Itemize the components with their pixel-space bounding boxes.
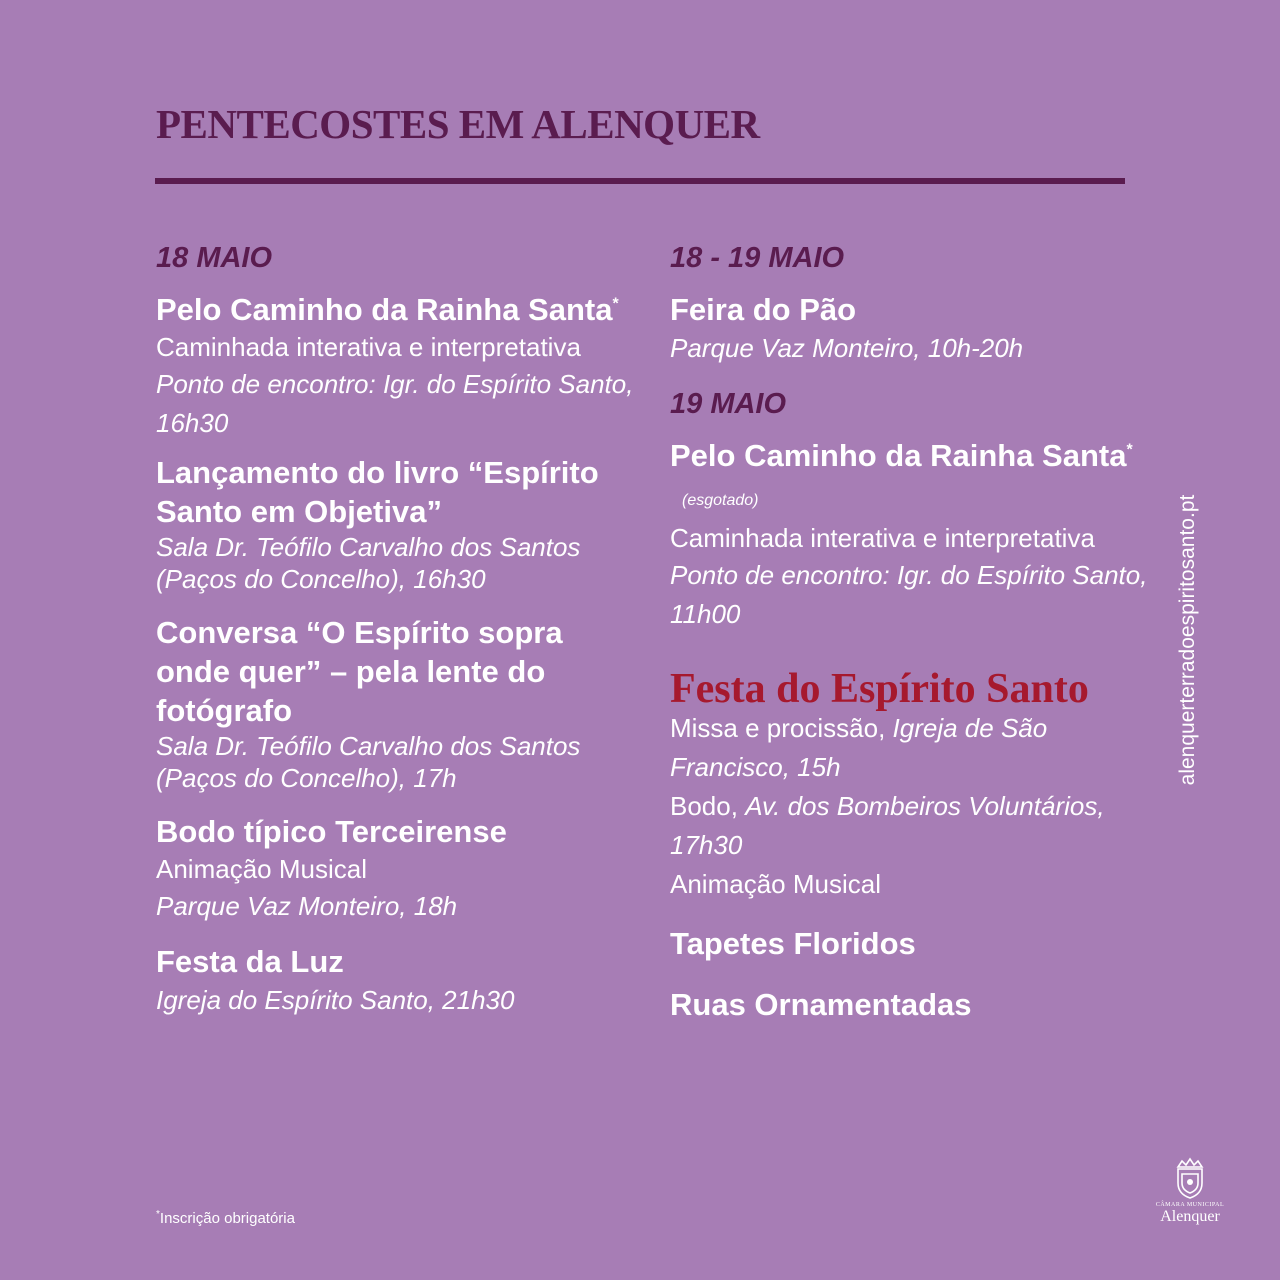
- event-title: Conversa “O Espírito sopra onde quer” – pela lente do fotógrafo: [156, 615, 563, 728]
- event-location: Sala Dr. Teófilo Carvalho dos Santos (Paços do Concelho), 16h30: [156, 532, 581, 594]
- event-title: Pelo Caminho da Rainha Santa*(esgotado): [670, 438, 1133, 509]
- event-location: Ponto de encontro: Igr. do Espírito Santo, 16h30: [156, 369, 634, 438]
- festa-title: Festa do Espírito Santo: [670, 666, 1089, 712]
- asterisk-mark: *: [1126, 441, 1133, 459]
- date-heading: 18 MAIO: [156, 242, 273, 274]
- date-heading: 19 MAIO: [670, 388, 787, 420]
- event-subtitle: Caminhada interativa e interpretativa: [670, 523, 1095, 553]
- asterisk-mark: *: [612, 295, 619, 313]
- coat-of-arms-icon: [1167, 1155, 1213, 1201]
- left-column: [156, 238, 636, 1020]
- logo-name: Alenquer: [1160, 1208, 1220, 1225]
- festa-music-line: Animação Musical: [670, 869, 881, 899]
- event-title: Tapetes Floridos: [670, 926, 916, 961]
- website-url: alenquerterradoespiritosanto.pt: [1176, 494, 1199, 786]
- festa-mass-line: Missa e procissão, Igreja de São Francisco, 15h: [670, 713, 1048, 782]
- footnote: *Inscrição obrigatória: [156, 1209, 295, 1227]
- event-title: Festa da Luz: [156, 944, 344, 979]
- festa-bodo-line: Bodo, Av. dos Bombeiros Voluntários, 17h30: [670, 791, 1105, 860]
- event-title: Feira do Pão: [670, 292, 857, 327]
- event-title: Lançamento do livro “Espírito Santo em Objetiva”: [156, 455, 599, 529]
- event-title: Pelo Caminho da Rainha Santa*: [156, 292, 619, 327]
- right-column: [670, 238, 1150, 1024]
- page-title: PENTECOSTES EM ALENQUER: [156, 101, 760, 147]
- event-title: Ruas Ornamentadas: [670, 987, 972, 1022]
- sold-out-note: (esgotado): [682, 492, 759, 509]
- logo-subtitle: CÂMARA MUNICIPAL: [1155, 1202, 1225, 1208]
- event-location: Parque Vaz Monteiro, 18h: [156, 891, 458, 921]
- event-subtitle: Caminhada interativa e interpretativa: [156, 332, 581, 362]
- event-location: Ponto de encontro: Igr. do Espírito Santo, 11h00: [670, 560, 1148, 629]
- date-heading: 18 - 19 MAIO: [670, 242, 845, 274]
- event-location: Sala Dr. Teófilo Carvalho dos Santos (Paços do Concelho), 17h: [156, 731, 581, 793]
- municipality-logo: [1150, 1155, 1230, 1230]
- event-location: Parque Vaz Monteiro, 10h-20h: [670, 333, 1024, 363]
- event-location: Igreja do Espírito Santo, 21h30: [156, 985, 515, 1015]
- title-divider: [155, 178, 1125, 184]
- event-title: Bodo típico Terceirense: [156, 814, 507, 849]
- event-subtitle: Animação Musical: [156, 854, 367, 884]
